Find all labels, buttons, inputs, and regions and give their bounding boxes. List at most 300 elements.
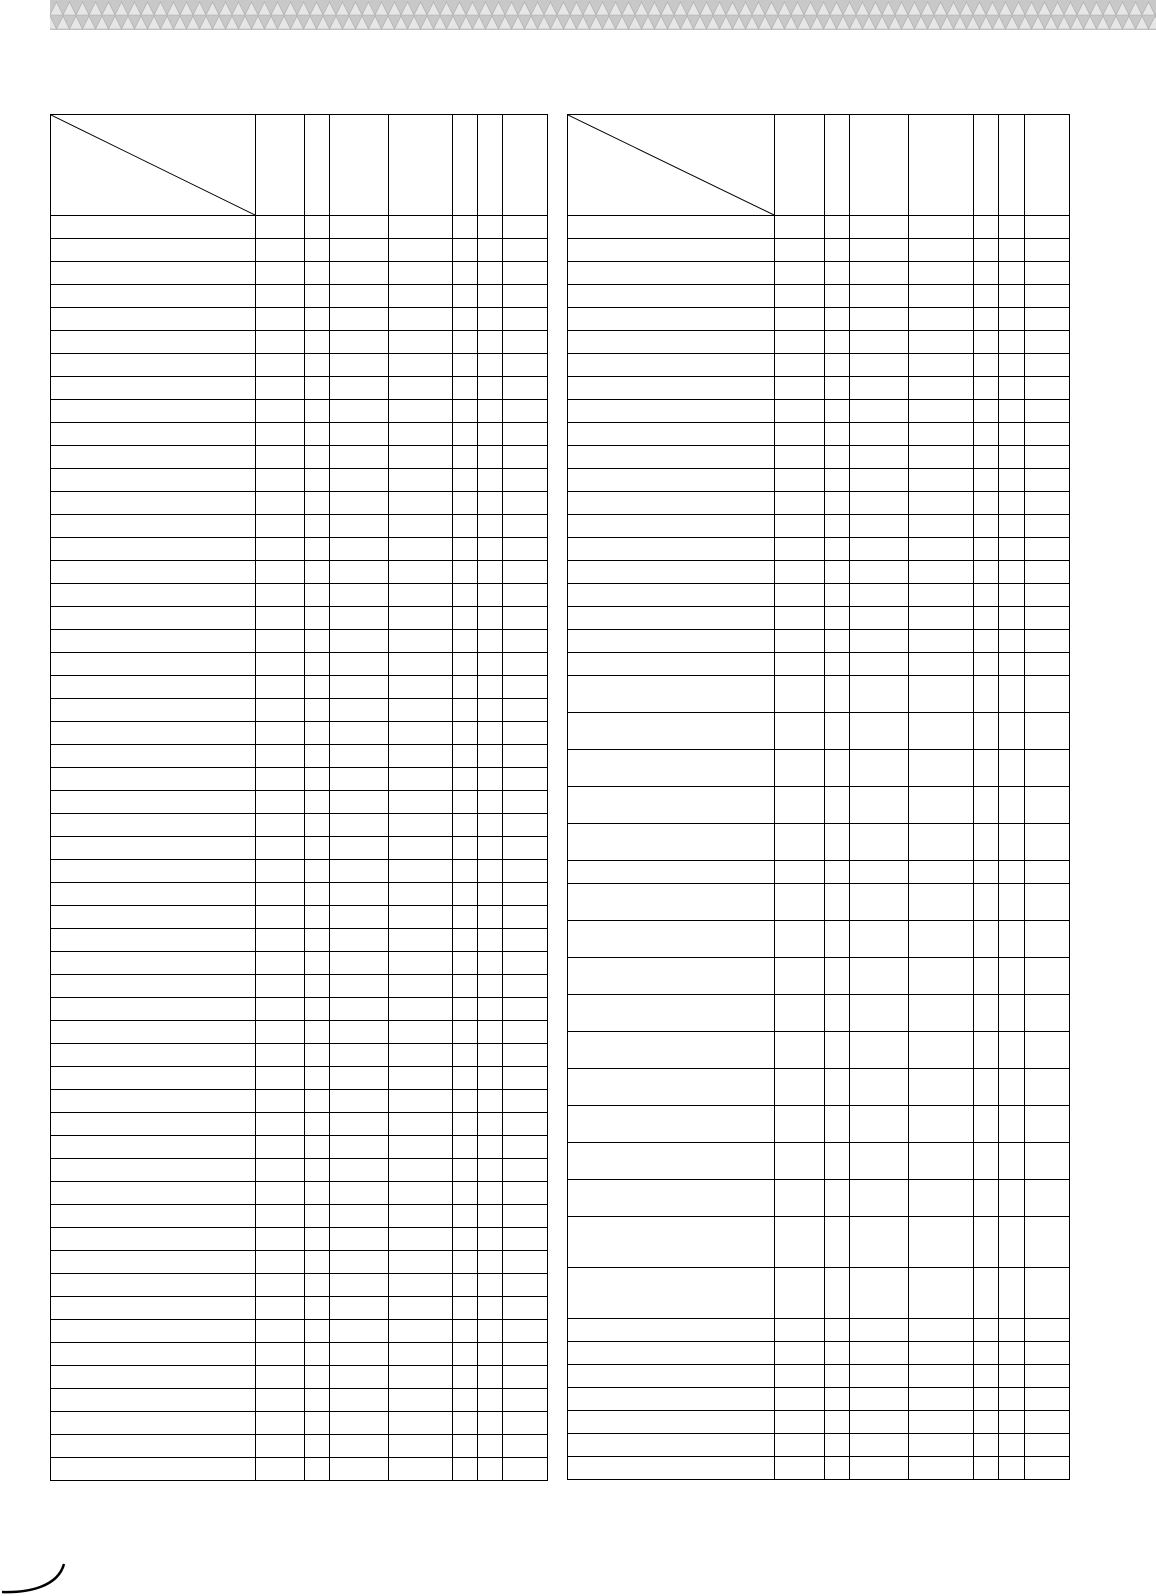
left-table-cell	[305, 1113, 330, 1136]
left-table-row	[51, 998, 548, 1021]
left-column-header	[305, 115, 330, 216]
left-table-row	[51, 469, 548, 492]
right-table-cell	[775, 584, 824, 607]
left-table-cell	[503, 285, 548, 308]
right-table-cell	[824, 1268, 849, 1319]
right-table-cell	[824, 216, 849, 239]
right-table-row	[568, 1032, 1070, 1069]
left-table-cell	[256, 791, 305, 814]
left-table-row	[51, 1090, 548, 1113]
left-table-row	[51, 538, 548, 561]
left-table-row	[51, 837, 548, 860]
left-table-cell	[51, 1159, 256, 1182]
right-table-cell	[1024, 653, 1070, 676]
left-table-cell	[389, 722, 453, 745]
left-table-cell	[330, 538, 389, 561]
left-table-cell	[389, 1389, 453, 1412]
left-table-cell	[389, 1297, 453, 1320]
left-table-cell	[305, 1274, 330, 1297]
right-table-cell	[974, 1319, 999, 1342]
right-table-cell	[1024, 515, 1070, 538]
right-table-cell	[909, 584, 974, 607]
left-table-cell	[389, 584, 453, 607]
left-table-cell	[330, 975, 389, 998]
right-table-cell	[775, 1106, 824, 1143]
diagonal-divider-icon	[568, 115, 774, 215]
left-table-row	[51, 699, 548, 722]
left-table-cell	[51, 653, 256, 676]
right-table-cell	[568, 515, 775, 538]
right-table-cell	[1024, 958, 1070, 995]
left-table-cell	[305, 515, 330, 538]
left-table-cell	[256, 676, 305, 699]
left-table-cell	[330, 745, 389, 768]
right-table-cell	[1024, 1457, 1070, 1480]
right-table-cell	[1024, 331, 1070, 354]
left-table-cell	[453, 1274, 478, 1297]
left-table-cell	[51, 1205, 256, 1228]
page-corner-arc-icon	[0, 1560, 80, 1596]
left-table-cell	[453, 584, 478, 607]
left-table-cell	[51, 745, 256, 768]
left-table-cell	[305, 1021, 330, 1044]
right-column-header	[909, 115, 974, 216]
left-table-cell	[478, 285, 503, 308]
left-column-header	[330, 115, 389, 216]
right-table-cell	[974, 1388, 999, 1411]
right-table-cell	[824, 653, 849, 676]
right-table-cell	[775, 469, 824, 492]
right-table-cell	[999, 584, 1024, 607]
right-table-cell	[909, 285, 974, 308]
right-table-row	[568, 1388, 1070, 1411]
right-table-row	[568, 713, 1070, 750]
right-table-cell	[909, 1388, 974, 1411]
right-table-cell	[999, 824, 1024, 861]
left-table-row	[51, 1159, 548, 1182]
right-table-cell	[849, 561, 909, 584]
right-table-cell	[909, 1342, 974, 1365]
left-table-row	[51, 791, 548, 814]
left-table-cell	[503, 1067, 548, 1090]
left-table-cell	[503, 929, 548, 952]
right-table-cell	[824, 239, 849, 262]
right-column-header	[849, 115, 909, 216]
right-table-cell	[974, 239, 999, 262]
left-table-cell	[51, 860, 256, 883]
left-table-cell	[503, 446, 548, 469]
left-table-cell	[256, 1412, 305, 1435]
left-table-cell	[305, 1297, 330, 1320]
right-table-cell	[568, 630, 775, 653]
right-table-cell	[775, 713, 824, 750]
right-table-cell	[1024, 861, 1070, 884]
right-table-cell	[1024, 262, 1070, 285]
left-table-cell	[503, 722, 548, 745]
right-table-cell	[849, 354, 909, 377]
left-table-cell	[256, 1389, 305, 1412]
right-table-row	[568, 400, 1070, 423]
right-table-cell	[775, 216, 824, 239]
left-table-row	[51, 423, 548, 446]
right-table-row	[568, 331, 1070, 354]
left-table-cell	[478, 1067, 503, 1090]
right-table-cell	[568, 921, 775, 958]
right-table-cell	[568, 1411, 775, 1434]
right-table-cell	[824, 584, 849, 607]
right-table-cell	[775, 630, 824, 653]
left-table-cell	[256, 745, 305, 768]
left-table-cell	[51, 400, 256, 423]
right-table-cell	[974, 1434, 999, 1457]
left-table-cell	[330, 1412, 389, 1435]
right-table-cell	[909, 958, 974, 995]
left-table-cell	[389, 1274, 453, 1297]
right-table-cell	[999, 676, 1024, 713]
right-table-cell	[909, 400, 974, 423]
right-table-cell	[775, 239, 824, 262]
left-table-cell	[389, 814, 453, 837]
right-table-cell	[568, 1342, 775, 1365]
left-table-cell	[478, 492, 503, 515]
left-table-row	[51, 1366, 548, 1389]
left-table-cell	[256, 653, 305, 676]
right-table-cell	[775, 1457, 824, 1480]
right-table-cell	[824, 750, 849, 787]
left-table-cell	[503, 400, 548, 423]
right-table-cell	[909, 331, 974, 354]
left-table-cell	[478, 791, 503, 814]
left-table-row	[51, 377, 548, 400]
right-table-cell	[909, 1319, 974, 1342]
left-table-cell	[51, 607, 256, 630]
right-table-cell	[849, 262, 909, 285]
right-table-cell	[775, 1032, 824, 1069]
right-table-cell	[974, 262, 999, 285]
right-table-row	[568, 584, 1070, 607]
left-table-cell	[478, 883, 503, 906]
right-table-cell	[849, 400, 909, 423]
right-table-cell	[568, 1217, 775, 1268]
left-table-cell	[330, 791, 389, 814]
right-table-cell	[568, 1106, 775, 1143]
left-table-cell	[305, 1090, 330, 1113]
right-table-cell	[974, 750, 999, 787]
left-table-cell	[51, 906, 256, 929]
right-table-cell	[849, 787, 909, 824]
left-table-cell	[305, 1182, 330, 1205]
left-table-cell	[51, 331, 256, 354]
left-table-cell	[330, 929, 389, 952]
left-table-cell	[478, 607, 503, 630]
right-table-cell	[824, 1069, 849, 1106]
left-table-cell	[478, 239, 503, 262]
right-table-row	[568, 262, 1070, 285]
right-table-row	[568, 1106, 1070, 1143]
left-table-cell	[478, 653, 503, 676]
left-table-cell	[503, 1251, 548, 1274]
right-table-cell	[999, 285, 1024, 308]
right-table-cell	[974, 423, 999, 446]
right-table-cell	[849, 492, 909, 515]
left-table-cell	[51, 446, 256, 469]
left-table-cell	[330, 469, 389, 492]
right-table-cell	[775, 492, 824, 515]
left-table-cell	[478, 1435, 503, 1458]
right-table-cell	[999, 354, 1024, 377]
right-table-cell	[999, 630, 1024, 653]
right-table-cell	[909, 1457, 974, 1480]
left-table-cell	[330, 860, 389, 883]
right-table-cell	[775, 1268, 824, 1319]
left-table-cell	[330, 400, 389, 423]
left-table-cell	[478, 929, 503, 952]
left-table-cell	[256, 584, 305, 607]
right-table-cell	[1024, 354, 1070, 377]
left-table-cell	[305, 699, 330, 722]
left-table-cell	[256, 1067, 305, 1090]
right-table-cell	[849, 1457, 909, 1480]
left-table-cell	[478, 1021, 503, 1044]
right-table-cell	[849, 958, 909, 995]
right-table-cell	[824, 1457, 849, 1480]
left-table-cell	[330, 1458, 389, 1481]
left-table-cell	[389, 768, 453, 791]
left-table-row	[51, 1205, 548, 1228]
left-table-cell	[389, 998, 453, 1021]
right-table-cell	[1024, 1180, 1070, 1217]
left-table-cell	[51, 216, 256, 239]
left-column-header	[389, 115, 453, 216]
left-table-cell	[503, 1159, 548, 1182]
left-table-cell	[330, 768, 389, 791]
right-table-cell	[775, 958, 824, 995]
left-table-cell	[389, 492, 453, 515]
left-table-cell	[305, 239, 330, 262]
left-table-cell	[389, 377, 453, 400]
left-table-cell	[51, 1251, 256, 1274]
left-table-row	[51, 446, 548, 469]
right-table-cell	[568, 995, 775, 1032]
left-table-cell	[453, 1136, 478, 1159]
right-table-cell	[909, 446, 974, 469]
right-table-cell	[568, 1434, 775, 1457]
right-table-row	[568, 1411, 1070, 1434]
right-table-body	[568, 216, 1070, 1480]
right-table-cell	[999, 400, 1024, 423]
left-table-cell	[330, 722, 389, 745]
right-table-cell	[974, 995, 999, 1032]
right-table-cell	[974, 1143, 999, 1180]
right-table-cell	[909, 216, 974, 239]
right-table-cell	[999, 1342, 1024, 1365]
right-table-cell	[824, 676, 849, 713]
left-table-cell	[478, 1159, 503, 1182]
left-table-cell	[478, 1366, 503, 1389]
left-table-cell	[256, 906, 305, 929]
left-table-cell	[305, 1251, 330, 1274]
left-table-cell	[478, 952, 503, 975]
right-table-cell	[909, 1268, 974, 1319]
left-table-cell	[256, 1297, 305, 1320]
left-table-cell	[453, 1159, 478, 1182]
left-table-cell	[389, 538, 453, 561]
left-table-cell	[389, 1136, 453, 1159]
left-table-cell	[389, 1435, 453, 1458]
right-table-cell	[974, 1457, 999, 1480]
left-table-cell	[305, 561, 330, 584]
right-table-header-row	[568, 115, 1070, 216]
right-table-cell	[568, 561, 775, 584]
right-table-cell	[1024, 561, 1070, 584]
right-table-cell	[1024, 676, 1070, 713]
right-table-cell	[974, 1411, 999, 1434]
right-table-cell	[849, 676, 909, 713]
left-table-cell	[51, 1389, 256, 1412]
right-table-cell	[909, 1434, 974, 1457]
right-table-cell	[824, 1106, 849, 1143]
left-table-cell	[503, 745, 548, 768]
left-table-cell	[453, 1113, 478, 1136]
left-table-cell	[51, 239, 256, 262]
right-table-cell	[824, 1434, 849, 1457]
right-table-row	[568, 1342, 1070, 1365]
left-table-row	[51, 1044, 548, 1067]
left-table-cell	[389, 837, 453, 860]
right-table-cell	[775, 377, 824, 400]
right-table-cell	[909, 354, 974, 377]
right-table-cell	[974, 1032, 999, 1069]
right-table-row	[568, 607, 1070, 630]
right-grid-table	[567, 114, 1070, 1480]
left-table-cell	[453, 998, 478, 1021]
left-table-cell	[51, 630, 256, 653]
right-table-cell	[999, 1319, 1024, 1342]
left-table-cell	[256, 837, 305, 860]
left-table-cell	[51, 1412, 256, 1435]
left-table-cell	[51, 492, 256, 515]
left-table-header-row	[51, 115, 548, 216]
left-table-cell	[305, 791, 330, 814]
left-table-cell	[389, 929, 453, 952]
right-table-cell	[568, 1032, 775, 1069]
right-table-cell	[568, 1319, 775, 1342]
right-table-cell	[568, 492, 775, 515]
right-table-cell	[568, 285, 775, 308]
left-table-cell	[503, 262, 548, 285]
left-table-cell	[453, 607, 478, 630]
left-table-cell	[453, 1343, 478, 1366]
right-table-cell	[1024, 400, 1070, 423]
right-table-cell	[849, 921, 909, 958]
left-table-row	[51, 1412, 548, 1435]
left-table-cell	[389, 354, 453, 377]
left-table-cell	[389, 561, 453, 584]
left-table-row	[51, 860, 548, 883]
left-column-header	[453, 115, 478, 216]
left-table-row	[51, 515, 548, 538]
left-table-cell	[503, 1343, 548, 1366]
right-table-cell	[909, 1106, 974, 1143]
right-table-cell	[824, 1411, 849, 1434]
left-table-cell	[453, 837, 478, 860]
left-table-cell	[478, 354, 503, 377]
right-table-row	[568, 1143, 1070, 1180]
left-table-cell	[503, 377, 548, 400]
left-table-cell	[389, 1251, 453, 1274]
left-table-cell	[389, 653, 453, 676]
right-table-cell	[909, 653, 974, 676]
left-column-header	[503, 115, 548, 216]
left-table-row	[51, 492, 548, 515]
left-table-cell	[389, 239, 453, 262]
left-table-cell	[478, 1389, 503, 1412]
right-table-cell	[849, 713, 909, 750]
right-table-cell	[974, 958, 999, 995]
right-table-cell	[568, 584, 775, 607]
right-table-cell	[999, 1069, 1024, 1106]
right-table-cell	[568, 607, 775, 630]
left-table-cell	[330, 1251, 389, 1274]
left-table-cell	[51, 1067, 256, 1090]
left-table-cell	[453, 308, 478, 331]
right-table-row	[568, 1365, 1070, 1388]
right-table-cell	[909, 1069, 974, 1106]
left-table-cell	[51, 1343, 256, 1366]
right-table-cell	[824, 861, 849, 884]
right-table-cell	[775, 423, 824, 446]
left-table-cell	[453, 1366, 478, 1389]
left-table-cell	[51, 676, 256, 699]
left-table-cell	[305, 377, 330, 400]
right-table-cell	[849, 538, 909, 561]
left-table-cell	[478, 1343, 503, 1366]
left-table-cell	[256, 1205, 305, 1228]
right-table-cell	[775, 861, 824, 884]
left-table-cell	[51, 354, 256, 377]
left-table-cell	[389, 446, 453, 469]
right-table-cell	[974, 1069, 999, 1106]
left-table-cell	[330, 1044, 389, 1067]
right-table-cell	[775, 1411, 824, 1434]
left-table-cell	[478, 837, 503, 860]
left-table-cell	[453, 400, 478, 423]
left-table-cell	[330, 906, 389, 929]
left-table-cell	[330, 607, 389, 630]
left-table-cell	[305, 837, 330, 860]
left-table-cell	[389, 285, 453, 308]
left-table-cell	[330, 1021, 389, 1044]
right-table-cell	[824, 331, 849, 354]
left-table-cell	[51, 1113, 256, 1136]
left-table-cell	[478, 446, 503, 469]
right-table-cell	[775, 921, 824, 958]
left-table-row	[51, 1136, 548, 1159]
left-table-cell	[256, 492, 305, 515]
left-table-cell	[51, 1274, 256, 1297]
left-table-cell	[51, 1044, 256, 1067]
right-table-cell	[999, 446, 1024, 469]
right-table-cell	[849, 995, 909, 1032]
left-table-cell	[51, 285, 256, 308]
right-table-cell	[909, 239, 974, 262]
left-table-cell	[305, 630, 330, 653]
left-table-cell	[503, 837, 548, 860]
right-table-cell	[824, 1388, 849, 1411]
left-table-cell	[330, 1228, 389, 1251]
left-table-cell	[256, 1251, 305, 1274]
left-table-cell	[305, 929, 330, 952]
